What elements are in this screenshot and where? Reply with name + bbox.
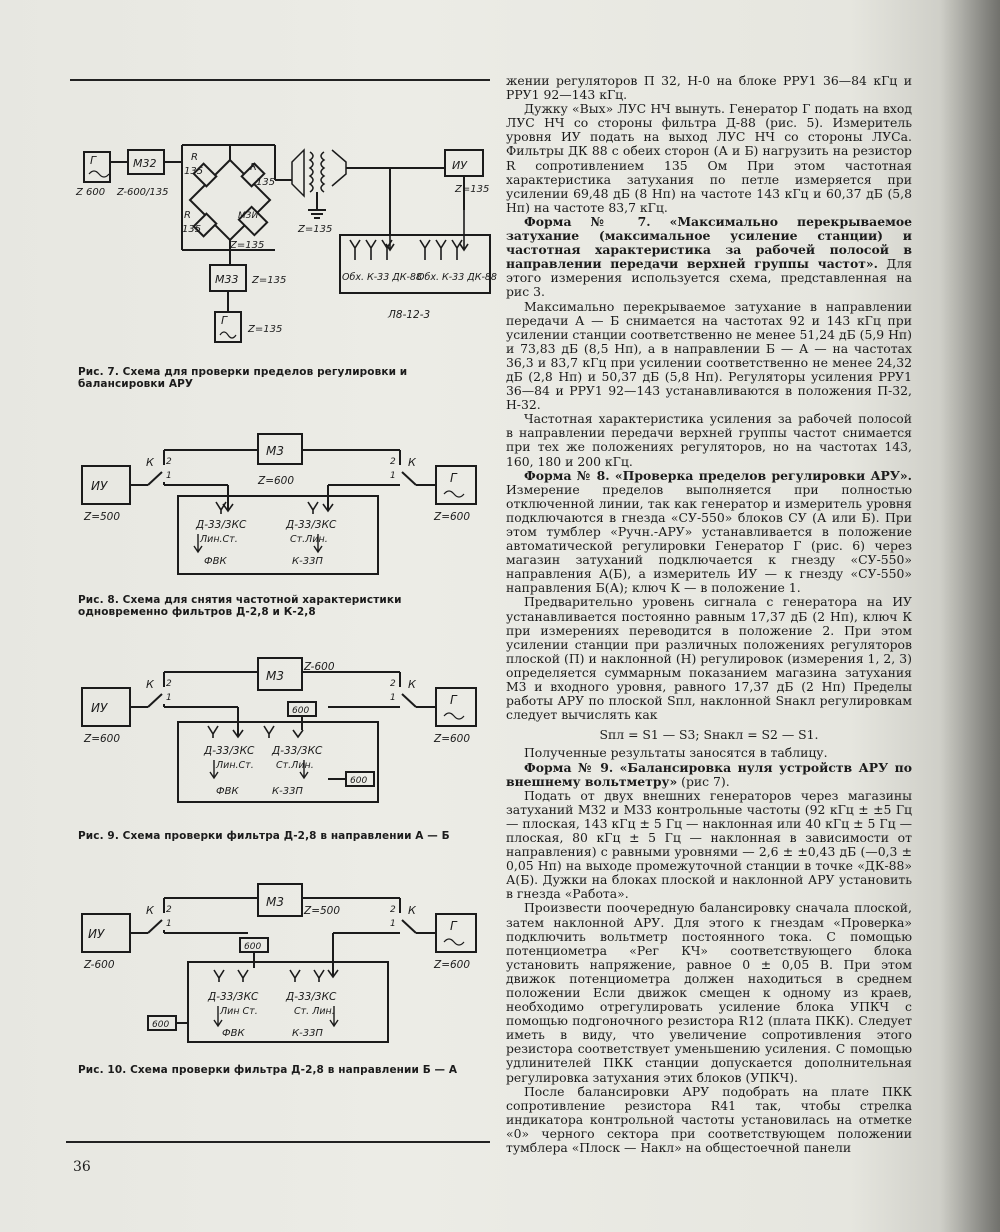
form-9-heading: Форма № 9. «Балансировка нуля устройств АРУ по внешнему вольтметру»	[506, 759, 912, 789]
fig7-m3i: М3И	[238, 211, 259, 221]
fig9-sw2-left: 2	[166, 679, 172, 689]
paragraph-4: Максимально перекрываемое затухание в направлении передачи А — Б снимается на частотах 92 и 143 кГц при усилении станции соответственно не менее 51,24 дБ (5,9 Нп) и 73,83 дБ (8,5 Нп), а в направлении Б — А — на частотах 36,3 и 83,7 кГц при усилении соответственно не менее 24,32 дБ (2,8 Нп) и 50,37 дБ (5,8 Нп). Регуляторы усиления РРУ1 36—84 и РРУ1 92—143 устанавливаются в положения П-32, Н-32.	[506, 298, 912, 413]
fig9-k-right: К	[408, 678, 416, 691]
fig10-sw2-right: 2	[390, 905, 396, 915]
fig7-gen-label: Г	[90, 154, 97, 167]
form-9-text: (рис 7).	[677, 773, 730, 789]
fig8-k-left: К	[146, 456, 154, 469]
fig7-z600-135: Z-600/135	[117, 187, 169, 198]
fig7-r3: R	[184, 210, 191, 221]
form-8-text: Измерение пределов выполняется при полностью отключенной линии, так как генератор и измеритель уровня подключаются в гнезда «СУ-550» блоков СУ (А или Б). При этом тумблер «Ручн.-АРУ» устанавливается в положение автоматической регулировки Генератор Г (рис. 6) через магазин затуханий подключается к гнезду «СУ-550» направления А(Б), а измеритель ИУ — к гнезду «СУ-550» направления Б(А); ключ К — в положение 1.	[506, 481, 912, 596]
fig9-gen-label: Г	[450, 693, 457, 707]
figure-10-caption: Рис. 10. Схема проверки фильтра Д-2,8 в направлении Б — А	[78, 1064, 458, 1076]
fig7-m32-label: М32	[133, 157, 157, 170]
fig10-z600-iu: Z-600	[84, 959, 115, 971]
fig7-z135-gen2: Z=135	[248, 324, 283, 335]
figure-9-diagram	[78, 652, 488, 812]
fig7-iu-label: ИУ	[452, 159, 467, 172]
page-fold-shadow	[940, 0, 1000, 1232]
fig9-fvk: ФВК	[216, 786, 239, 797]
fig10-st-lin: Ст. Лин.	[294, 1006, 335, 1017]
page-number: 36	[73, 1159, 91, 1175]
fig9-box-bottom: 600	[350, 776, 368, 786]
fig8-z500: Z=500	[84, 511, 121, 523]
fig8-gen-label: Г	[450, 471, 457, 485]
fig7-m33-label: М33	[215, 273, 239, 286]
fig7-r2v: 135	[256, 177, 276, 188]
figure-9-caption: Рис. 9. Схема проверки фильтра Д-2,8 в направлении А — Б	[78, 830, 450, 842]
fig8-d33-right: Д-33/3КС	[286, 519, 337, 531]
fig8-d33-left: Д-33/3КС	[196, 519, 247, 531]
fig9-z600-gen: Z=600	[434, 733, 471, 745]
fig7-r1: R	[191, 152, 198, 163]
fig7-filters-left: Обх. К-33 ДК-88	[342, 272, 422, 283]
fig7-z135-m33: Z=135	[252, 275, 287, 286]
fig9-st-lin: Ст.Лин.	[276, 760, 314, 771]
fig8-m3-label: М3	[266, 444, 284, 458]
fig8-z600-m3: Z=600	[258, 475, 295, 487]
figure-7-diagram	[70, 140, 500, 350]
fig9-d33-left: Д-33/3КС	[204, 745, 255, 757]
fig10-m3-label: М3	[266, 895, 284, 909]
form-8-heading: Форма № 8. «Проверка пределов регулировки АРУ».	[524, 467, 912, 483]
fig10-sw1-left: 1	[166, 919, 172, 929]
fig10-box-top: 600	[244, 942, 262, 952]
fig10-sw2-left: 2	[166, 905, 172, 915]
paragraph-form-8	[506, 469, 912, 596]
fig10-d33-left: Д-33/3КС	[208, 991, 259, 1003]
figure-8	[78, 430, 488, 580]
fig7-z135-transformer: Z=135	[298, 224, 333, 235]
fig7-gen2-label: Г	[221, 314, 228, 327]
figure-10-diagram	[78, 878, 488, 1048]
fig8-z600-gen: Z=600	[434, 511, 471, 523]
fig7-z135-bridge: Z=135	[230, 240, 265, 251]
fig8-lin-st: Лин.Ст.	[200, 534, 238, 545]
figure-8-caption: Рис. 8. Схема для снятия частотной характеристики одновременно фильтров Д-2,8 и К-2,8	[78, 594, 402, 618]
fig7-r2: R	[250, 162, 257, 173]
fig8-k-right: К	[408, 456, 416, 469]
paragraph-8: Полученные результаты заносятся в таблицу.	[524, 745, 828, 761]
top-rule	[70, 79, 490, 81]
paragraph-2: Дужку «Вых» ЛУС НЧ вынуть. Генератор Г подать на вход ЛУС НЧ со стороны фильтра Д-88 (рис. 5). Измеритель уровня ИУ подать на выход ЛУС НЧ со стороны ЛУСа. Фильтры ДК 88 с обеих сторон (А и Б) нагрузить на резистор R сопротивлением 135 Ом При этом частотная характеристика затухания по петле измеряется при усилении 69,48 дБ (8 Нп) на частоте 143 кГц и 60,37 дБ (5,8 Нп) на частоте 83,7 кГц.	[506, 101, 912, 215]
fig10-d33-right: Д-33/3КС	[286, 991, 337, 1003]
fig9-sw1-right: 1	[390, 693, 396, 703]
fig9-k-left: К	[146, 678, 154, 691]
paragraph-7: Предварительно уровень сигнала с генератора на ИУ устанавливается постоянно равным 17,37 дБ (2 Нп), ключ К при измерениях переводится в положение 2. При этом усилении станции при различных положениях регуляторов плоской (П) и наклонной (Н) регулировок (измерения 1, 2, 3) определяется суммарным показанием магазина затухания М3 и входного уровня, равного 17,37 дБ (2 Нп) Пределы работы АРУ по плоской Sпл, наклонной Sнакл регулировкам следует вычислять как	[506, 594, 912, 723]
formula: Sпл = S1 — S3; Sнакл = S2 — S1.	[599, 727, 819, 743]
fig10-iu-label: ИУ	[88, 927, 105, 941]
fig8-sw1-right: 1	[390, 471, 396, 481]
fig10-lin-st: Лин Ст.	[220, 1006, 258, 1017]
fig10-k-left: К	[146, 904, 154, 917]
form-7-heading: Форма № 7. «Максимально перекрываемое затухание (максимальное усиление станции) и частотная характеристика за рабочей полосой в направлении передачи верхней группы частот».	[506, 213, 912, 272]
fig7-r3v: 135	[182, 224, 202, 235]
fig9-d33-right: Д-33/3КС	[272, 745, 323, 757]
fig9-k33p: К-33П	[272, 786, 303, 797]
fig8-sw2-right: 2	[390, 457, 396, 467]
fig9-sw2-right: 2	[390, 679, 396, 689]
fig8-st-lin: Ст.Лин.	[290, 534, 328, 545]
fig10-sw1-right: 1	[390, 919, 396, 929]
form-7-text: Для этого измерения используется схема, представленная на рис 3.	[506, 256, 913, 300]
fig10-k-right: К	[408, 904, 416, 917]
paragraph-form-9	[506, 761, 912, 789]
fig10-z600-gen: Z=600	[434, 959, 471, 971]
fig10-gen-label: Г	[450, 919, 457, 933]
fig8-fvk: ФВК	[204, 556, 227, 567]
bottom-rule	[66, 1141, 490, 1143]
fig9-box-top: 600	[292, 706, 310, 716]
paragraph-1: жении регуляторов П 32, Н-0 на блоке РРУ1 36—84 кГц и РРУ1 92—143 кГц.	[506, 73, 912, 103]
fig9-z600-m3: Z-600	[304, 661, 335, 673]
figure-8-diagram	[78, 430, 488, 580]
fig7-r1v: 135	[184, 166, 204, 177]
paragraph-5: Частотная характеристика усиления за рабочей полосой в направлении передачи верхней группы частот снимается при тех же положениях регуляторов, но на частотах 143, 160, 180 и 200 кГц.	[506, 411, 912, 469]
fig10-box-left: 600	[152, 1020, 170, 1030]
paragraph-form-7	[506, 215, 912, 300]
figure-9	[78, 652, 488, 812]
fig7-z600: Z 600	[76, 187, 106, 198]
fig9-sw1-left: 1	[166, 693, 172, 703]
fig7-rack-label: Л8-12-3	[388, 309, 431, 321]
fig7-z135-iu: Z=135	[455, 184, 490, 195]
figure-7-caption: Рис. 7. Схема для проверки пределов регулировки и балансировки АРУ	[78, 366, 408, 390]
fig9-lin-st: Лин.Ст.	[216, 760, 254, 771]
paragraph-10: Подать от двух внешних генераторов через магазины затуханий М32 и М33 контрольные частоты (92 кГц ± ±5 Гц — плоская, 143 кГц ± 5 Гц — наклонная или 40 кГц ± 5 Гц — плоская, 80 кГц ± 5 Гц — наклонная в зависимости от направления) с равными уровнями — 2,6 ± ±0,43 дБ (—0,3 ± 0,05 Нп) на выходе промежуточной станции в точке «ДК-88» А(Б). Дужки на блоках плоской и наклонной АРУ установить в гнезда «Работа».	[506, 787, 912, 902]
fig8-iu-label: ИУ	[91, 479, 108, 493]
paragraph-12: После балансировки АРУ подобрать на плате ПКК сопротивление резистора R41 так, чтобы стрелка индикатора контрольной частоты установилась на отметке «0» черного сектора при соответствующем положении тумблера «Плоск — Накл» на общестоечной панели	[506, 1083, 912, 1156]
paragraph-11: Произвести поочередную балансировку сначала плоской, затем наклонной АРУ. Для этого к гнездам «Проверка» подключить вольтметр постоянного тока. С помощью потенциометра «Рег КЧ» соответствующего блока установить напряжение, равное 0 ± 0,05 В. При этом движок потенциометра должен находиться в среднем положении Если движок смещен к одному из краев, необходимо отрегулировать усиление блока УПКЧ с помощью подгоночного резистора R12 (плата ПКК). Следует иметь в виду, что увеличение сопротивления этого резистора соответствует уменьшению усиления. С помощью удлинителей ПКК станции допускается дополнительная регулировка затухания этих блоков (УПКЧ).	[506, 900, 912, 1085]
fig7-filters-right: Обх. К-33 ДК-88	[417, 272, 497, 283]
fig8-sw1-left: 1	[166, 471, 172, 481]
fig8-sw2-left: 2	[166, 457, 172, 467]
fig10-z500: Z=500	[304, 905, 341, 917]
fig10-fvk: ФВК	[222, 1028, 245, 1039]
fig9-iu-label: ИУ	[91, 701, 108, 715]
fig8-k33p: К-33П	[292, 556, 323, 567]
fig9-z600-iu: Z=600	[84, 733, 121, 745]
fig10-k33p: К-33П	[292, 1028, 323, 1039]
fig9-m3-label: М3	[266, 669, 284, 683]
figure-7	[70, 140, 500, 350]
text-column	[506, 74, 912, 1155]
figure-10	[78, 878, 488, 1048]
